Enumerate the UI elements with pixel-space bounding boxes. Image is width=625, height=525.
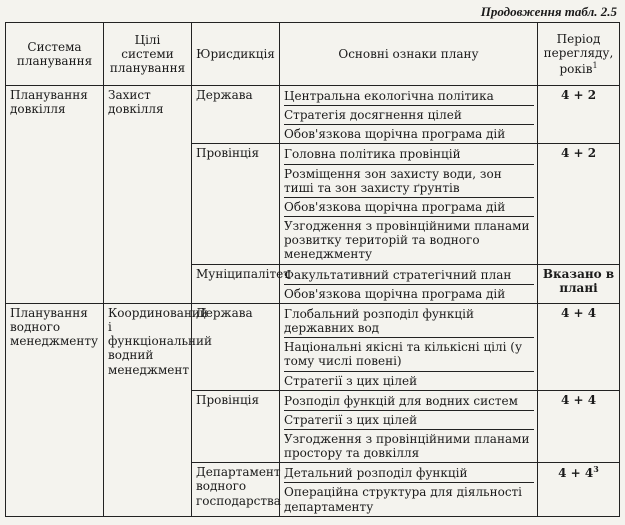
cell-features (280, 144, 538, 264)
period-value: 4 + 4 (558, 466, 594, 481)
cell-features (280, 303, 538, 390)
feature-item: Узгодження з провінційними планами простору та довкілля (284, 429, 534, 461)
feature-item: Детальний розподіл функцій (284, 466, 468, 481)
cell-features (280, 463, 538, 516)
cell-jurisdiction: Муніципалітет (192, 264, 280, 303)
feature-item: Факультативний стратегічний план (284, 267, 512, 282)
cell-goals: Координований і функціональний водний менеджмент (104, 303, 192, 516)
feature-item: Обов'язкова щорічна програма дій (284, 197, 534, 215)
planning-table (5, 22, 620, 517)
footnote-marker: 1 (592, 60, 598, 70)
cell-jurisdiction: Держава (192, 86, 280, 144)
header-goals: Цілі системи планування (104, 23, 192, 86)
header-jurisdiction: Юрисдикція (192, 23, 280, 86)
cell-features (280, 390, 538, 463)
feature-item: Стратегії з цих цілей (284, 410, 534, 428)
feature-item: Головна політика провінцій (284, 147, 461, 162)
footnote-marker: 3 (593, 464, 599, 475)
cell-jurisdiction: Провінція (192, 144, 280, 264)
feature-item: Стратегії з цих цілей (284, 371, 534, 389)
cell-period: 4 + 2 (538, 144, 620, 264)
feature-item: Центральна екологічна політика (284, 89, 494, 103)
cell-period: Вказано в плані (538, 264, 620, 303)
cell-period: 4 + 4 (538, 390, 620, 463)
cell-goals: Захист довкілля (104, 86, 192, 304)
cell-period: 4 + 4 (538, 303, 620, 390)
feature-item: Національні якісні та кількісні цілі (у тому числі повені) (284, 337, 534, 369)
feature-item: Обов'язкова щорічна програма дій (284, 124, 534, 142)
header-features: Основні ознаки плану (280, 23, 538, 86)
header-system: Система планування (6, 23, 104, 86)
table-row (6, 86, 620, 144)
cell-jurisdiction: Департамент водного господарства (192, 463, 280, 516)
feature-item: Стратегія досягнення цілей (284, 105, 534, 123)
cell-system: Планування довкілля (6, 86, 104, 304)
feature-item: Розміщення зон захисту води, зон тиші та зон захисту ґрунтів (284, 164, 534, 196)
feature-item: Узгодження з провінційними планами розвитку територій та водного менеджменту (284, 216, 534, 262)
header-period (538, 23, 620, 86)
feature-item: Обов'язкова щорічна програма дій (284, 284, 534, 302)
header-row (6, 23, 620, 86)
cell-period (538, 463, 620, 516)
cell-jurisdiction: Держава (192, 303, 280, 390)
feature-item: Операційна структура для діяльності департаменту (284, 482, 534, 514)
table-row (6, 303, 620, 390)
cell-period: 4 + 2 (538, 86, 620, 144)
cell-system: Планування водного менеджменту (6, 303, 104, 516)
header-period-label: Період перегляду, років (543, 32, 614, 76)
feature-item: Глобальний розподіл функцій державних вод (284, 306, 474, 336)
cell-features (280, 264, 538, 303)
cell-jurisdiction: Провінція (192, 390, 280, 463)
feature-item: Розподіл функцій для водних систем (284, 393, 518, 408)
cell-features (280, 86, 538, 144)
table-caption: Продовження табл. 2.5 (480, 4, 617, 19)
